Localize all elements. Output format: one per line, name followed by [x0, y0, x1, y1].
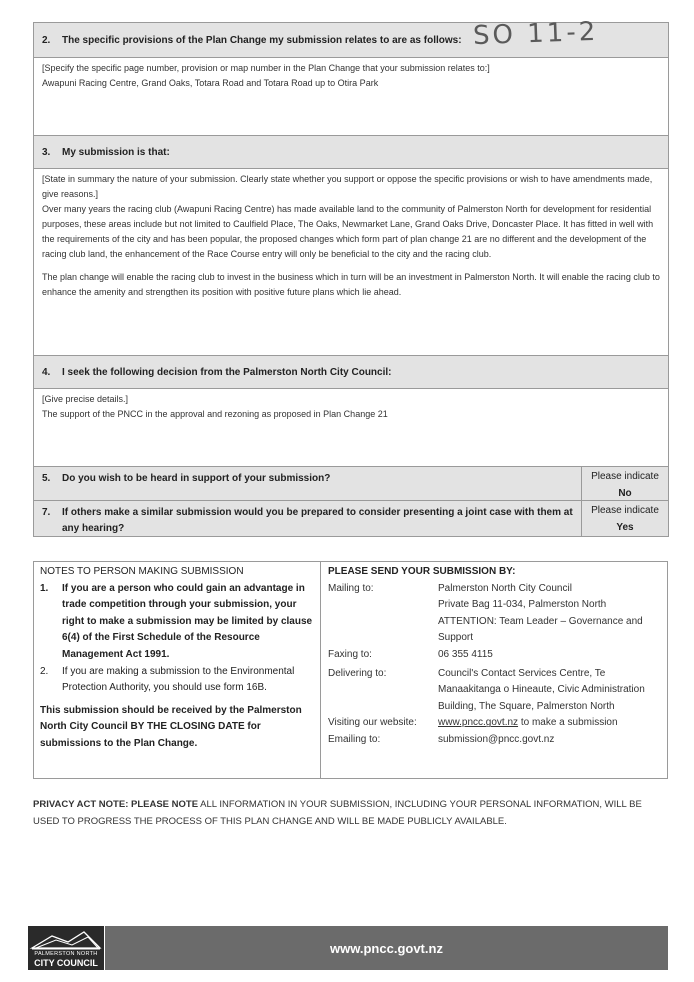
section-3-instruction: [State in summary the nature of your submission. Clearly state whether you support or oppose the specific provisions or wish to have amendments made, give reasons.] [42, 174, 653, 199]
question-5-answer-cell [581, 467, 668, 500]
mailing-label: Mailing to: [328, 582, 374, 594]
section-3-number: 3. [42, 146, 51, 158]
email-label: Emailing to: [328, 733, 381, 745]
council-logo-icon [28, 928, 104, 952]
send-heading: PLEASE SEND YOUR SUBMISSION BY: [328, 566, 516, 577]
question-5-answer: No [618, 488, 632, 499]
privacy-note [33, 796, 665, 830]
section-4-heading: I seek the following decision from the Palmerston North City Council: [62, 366, 392, 378]
notes-item-1 [40, 581, 314, 664]
notes-item-2-number: 2. [40, 665, 49, 677]
section-2-instruction: [Specify the specific page number, provision or map number in the Plan Change that your submission relates to:] [42, 63, 490, 73]
privacy-text: ALL INFORMATION IN YOUR SUBMISSION, INCLUDING YOUR PERSONAL INFORMATION, WILL BE USED TO PROGRESS THE PROCESS OF THIS PLAN CHANGE AND WILL BE MADE PUBLICLY AVAILABLE. [33, 799, 642, 827]
notes-closing: This submission should be received by the Palmerston North City Council BY THE CLOSING DATE for submissions to the Plan Change. [40, 704, 302, 749]
send-email-row [328, 732, 660, 749]
section-3-paragraph-1: Over many years the racing club (Awapuni Racing Centre) has made available land to the community of Palmerston North for development for residential purposes, these areas include but not limited to Caulfield Place, The Oaks, Newmarket Lane, Grand Oaks Drive, Doncaster Place. It has fitted in well with the requirements of the city and has been popular, the proposed changes which form part of plan change 21 are no different and the development of the racing club land, the enhancement of the Race Course entry will only be beneficial to the city and the racing club. [42, 204, 654, 259]
question-5-indicate-label: Please indicate [591, 471, 659, 482]
question-5-number: 5. [42, 473, 51, 484]
question-7-text: If others make a similar submission would you be prepared to consider presenting a joint case with them at any hearing? [62, 507, 573, 534]
website-link[interactable]: www.pncc.govt.nz [438, 717, 519, 729]
section-4-answer: The support of the PNCC in the approval and rezoning as proposed in Plan Change 21 [42, 409, 388, 419]
section-4-body [33, 389, 669, 467]
website-label: Visiting our website: [328, 717, 417, 729]
section-3-header [33, 135, 669, 169]
notes-item-2-text: If you are making a submission to the Environmental Protection Authority, you should use form 16B. [62, 665, 295, 694]
section-3-paragraph-2: The plan change will enable the racing club to invest in the business which in turn will be an investment in Palmerston North. It will enable the racing club to enhance the amenity and strengthen its position with positive future plans which lie ahead. [42, 272, 660, 297]
council-logo [28, 926, 104, 970]
faxing-value: 06 355 4115 [438, 648, 493, 660]
handwritten-reference: SO 11-2 [472, 16, 599, 52]
mailing-line-1: Palmerston North City Council [438, 582, 572, 594]
delivering-value: Council's Contact Services Centre, Te Manaakitanga o Hineaute, Civic Administration Building, The Square, Palmerston North [438, 667, 645, 712]
section-4-instruction: [Give precise details.] [42, 394, 129, 404]
notes-send-box [33, 561, 668, 779]
question-7-answer-cell [581, 501, 668, 536]
section-2-body [33, 58, 669, 136]
website-suffix: to make a submission [518, 717, 618, 729]
footer-bar [105, 926, 668, 970]
mailing-line-2: Private Bag 11-034, Palmerston North [438, 599, 607, 611]
section-2-answer: Awapuni Racing Centre, Grand Oaks, Totara Road and Totara Road up to Otira Park [42, 78, 379, 88]
footer-url[interactable]: www.pncc.govt.nz [330, 940, 443, 956]
notes-list [40, 581, 314, 697]
question-5-row [33, 466, 669, 501]
section-3-heading: My submission is that: [62, 146, 170, 158]
question-7-row [33, 500, 669, 537]
question-7-text-cell [34, 501, 581, 536]
section-4-number: 4. [42, 366, 51, 378]
mailing-line-3: ATTENTION: Team Leader – Governance and Support [438, 615, 643, 644]
send-mailing-row [328, 581, 660, 647]
delivering-label: Delivering to: [328, 667, 387, 679]
notes-item-1-number: 1. [40, 582, 49, 594]
section-3-body [33, 169, 669, 356]
logo-line-2: CITY COUNCIL [34, 958, 98, 968]
section-2-number: 2. [42, 34, 51, 46]
question-5-text: Do you wish to be heard in support of your submission? [62, 473, 331, 484]
email-value[interactable]: submission@pncc.govt.nz [438, 733, 555, 745]
privacy-lead: PRIVACY ACT NOTE: PLEASE NOTE [33, 799, 199, 810]
notes-column [34, 562, 321, 778]
send-delivering-row [328, 666, 660, 716]
logo-line-1: PALMERSTON NORTH [34, 951, 98, 957]
send-column [321, 562, 667, 778]
send-website-row [328, 715, 660, 732]
section-2-heading: The specific provisions of the Plan Change my submission relates to are as follows: [62, 34, 462, 46]
faxing-label: Faxing to: [328, 648, 372, 660]
question-5-text-cell [34, 467, 581, 500]
question-7-number: 7. [42, 507, 51, 518]
notes-item-2 [40, 664, 314, 697]
section-4-header [33, 355, 669, 389]
mailing-value [438, 581, 660, 647]
notes-heading: NOTES TO PERSON MAKING SUBMISSION [40, 566, 244, 577]
question-7-answer: Yes [616, 522, 634, 533]
send-faxing-row [328, 647, 660, 664]
notes-item-1-text: If you are a person who could gain an advantage in trade competition through your submission, your right to make a submission may be limited by clause 6(4) of the First Schedule of the Resource Management Act 1991. [62, 582, 313, 660]
question-7-indicate-label: Please indicate [591, 505, 659, 516]
website-value [438, 715, 660, 732]
